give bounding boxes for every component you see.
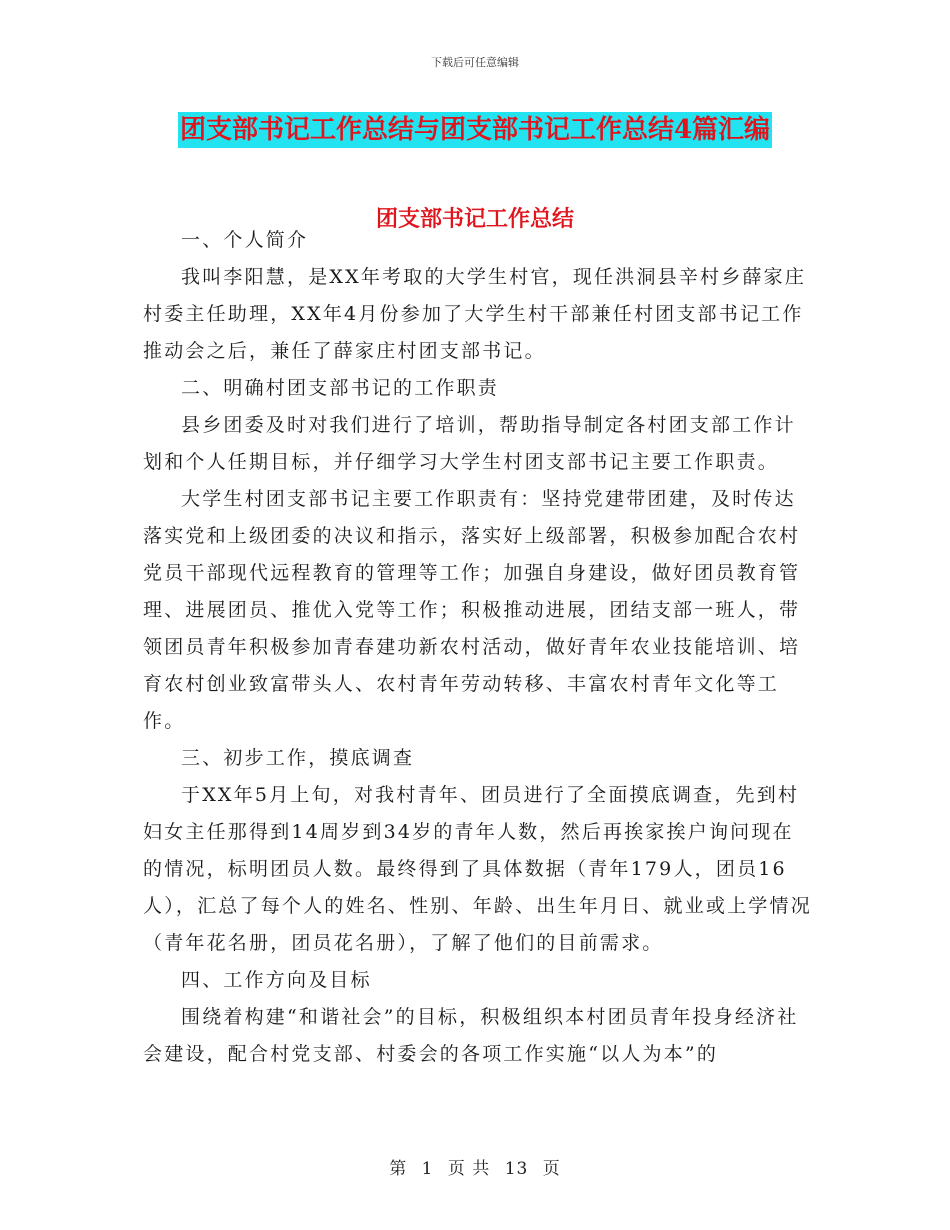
paragraph: 于XX年5月上旬，对我村青年、团员进行了全面摸底调查，先到村妇女主任那得到14周岁到34岁的青年人数，然后再挨家挨户询问现在的情况，标明团员人数。最终得到了具体数据（青年179人，团员16人），汇总了每个人的姓名、性别、年龄、出生年月日、就业或上学情况（青年花名册，团员花名册），了解了他们的目前需求。	[143, 784, 812, 954]
footer-middle: 页 共	[447, 1159, 491, 1179]
heading-direction-goals: 四、工作方向及目标	[181, 969, 372, 991]
document-body	[143, 222, 813, 1073]
heading-preliminary-work: 三、初步工作，摸底调查	[181, 747, 415, 769]
document-title: 团支部书记工作总结与团支部书记工作总结4篇汇编	[178, 112, 772, 148]
section-title: 团支部书记工作总结	[375, 206, 574, 232]
page-footer	[0, 1154, 950, 1179]
paragraph: 县乡团委及时对我们进行了培训，帮助指导制定各村团支部工作计划和个人任期目标，并仔细学习大学生村团支部书记主要工作职责。	[143, 414, 796, 473]
paragraph: 我叫李阳慧，是XX年考取的大学生村官，现任洪洞县辛村乡薛家庄村委主任助理，XX年4月份参加了大学生村干部兼任村团支部书记工作推动会之后，兼任了薛家庄村团支部书记。	[143, 266, 807, 362]
document-title-container	[0, 112, 950, 148]
footer-prefix: 第	[389, 1159, 408, 1179]
paragraph: 围绕着构建“和谐社会”的目标，积极组织本村团员青年投身经济社会建设，配合村党支部、村委会的各项工作实施“以人为本”的	[143, 1006, 799, 1065]
header-note: 下载后可任意编辑	[431, 56, 519, 69]
footer-suffix: 页	[542, 1159, 561, 1179]
paragraph: 大学生村团支部书记主要工作职责有：坚持党建带团建，及时传达落实党和上级团委的决议和指示，落实好上级部署，积极参加配合农村党员干部现代远程教育的管理等工作；加强自身建设，做好团员教育管理、进展团员、推优入党等工作；积极推动进展，团结支部一班人，带领团员青年积极参加青春建功新农村活动，做好青年农业技能培训、培育农村创业致富带头人、农村青年劳动转移、丰富农村青年文化等工作。	[143, 488, 801, 732]
total-pages-number: 13	[504, 1159, 529, 1179]
heading-job-duties: 二、明确村团支部书记的工作职责	[181, 377, 500, 399]
current-page-number: 1	[421, 1159, 434, 1179]
heading-personal-profile: 一、个人简介	[181, 229, 309, 251]
